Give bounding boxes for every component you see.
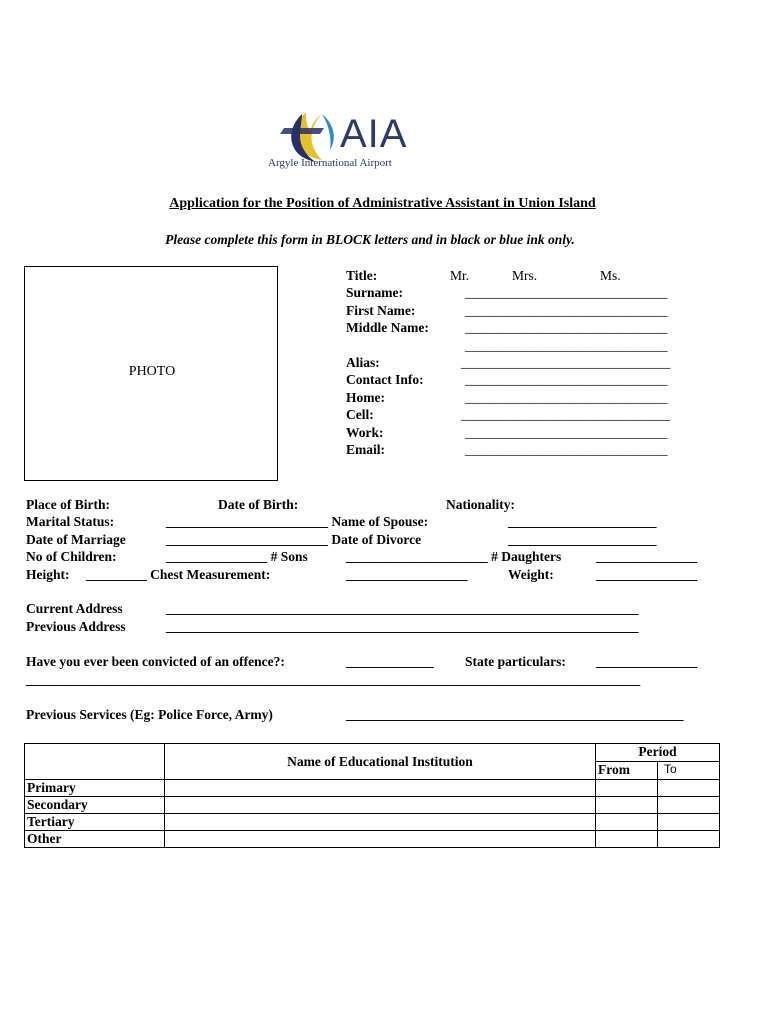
chest-measurement-field[interactable]: __________________ (346, 567, 468, 582)
to-cell[interactable] (658, 797, 720, 814)
marital-status-label: Marital Status: (26, 514, 115, 529)
contact-info-field[interactable]: ______________________________ (465, 372, 668, 387)
table-header-blank (25, 744, 165, 780)
date-of-birth-label: Date of Birth: (218, 497, 299, 512)
previous-address-label: Previous Address (26, 619, 126, 634)
instructions: Please complete this form in BLOCK letters and in black or blue ink only. (165, 232, 575, 247)
email-label: Email: (346, 442, 385, 457)
title-option-ms[interactable]: Ms. (600, 268, 621, 283)
conviction-answer-field[interactable]: _____________ (346, 654, 434, 669)
particulars-field[interactable]: _______________ (596, 654, 698, 669)
table-row (25, 814, 720, 831)
height-label: Height: (26, 567, 70, 582)
to-cell[interactable] (658, 814, 720, 831)
from-cell[interactable] (596, 797, 658, 814)
alias-field[interactable]: _______________________________ (461, 355, 671, 370)
surname-field[interactable]: ______________________________ (465, 285, 668, 300)
alias-label: Alias: (346, 355, 380, 370)
work-field[interactable]: ______________________________ (465, 425, 668, 440)
nationality-label: Nationality: (446, 497, 515, 512)
work-label: Work: (346, 425, 384, 440)
education-table (24, 743, 720, 848)
previous-services-field[interactable]: __________________________________________________ (346, 707, 684, 722)
photo-label: PHOTO (128, 364, 176, 379)
institution-cell[interactable] (165, 831, 596, 848)
middle-name-label: Middle Name: (346, 320, 429, 335)
middle-name-field-2[interactable]: ______________________________ (465, 338, 668, 353)
email-field[interactable]: ______________________________ (465, 442, 668, 457)
previous-services-label: Previous Services (Eg: Police Force, Army) (26, 707, 273, 722)
from-cell[interactable] (596, 831, 658, 848)
to-header: To (658, 762, 720, 780)
photo-box[interactable] (24, 266, 278, 481)
table-row (25, 797, 720, 814)
first-name-label: First Name: (346, 303, 416, 318)
no-of-children-label: No of Children: (26, 549, 117, 564)
from-cell[interactable] (596, 780, 658, 797)
current-address-field[interactable]: ______________________________________________________________________ (166, 601, 639, 616)
institution-cell[interactable] (165, 797, 596, 814)
daughters-field[interactable]: _______________ (596, 549, 698, 564)
contact-info-label: Contact Info: (346, 372, 424, 387)
middle-name-field[interactable]: ______________________________ (465, 320, 668, 335)
table-row (25, 780, 720, 797)
conviction-question: Have you ever been convicted of an offence?: (26, 654, 285, 669)
date-of-divorce-field[interactable]: ______________________ (508, 532, 657, 547)
title-option-mrs[interactable]: Mrs. (512, 268, 538, 283)
first-name-field[interactable]: ______________________________ (465, 303, 668, 318)
page-title: Application for the Position of Administrative Assistant in Union Island (169, 196, 596, 211)
institution-cell[interactable] (165, 814, 596, 831)
level-other: Other (25, 831, 165, 848)
table-row (25, 831, 720, 848)
title-option-mr[interactable]: Mr. (450, 268, 470, 283)
home-field[interactable]: ______________________________ (465, 390, 668, 405)
spouse-name-field[interactable]: ______________________ (508, 514, 657, 529)
level-primary: Primary (25, 780, 165, 797)
to-cell[interactable] (658, 831, 720, 848)
cell-field[interactable]: _______________________________ (461, 407, 671, 422)
logo-brand: AIA (340, 112, 408, 156)
place-of-birth-label: Place of Birth: (26, 497, 110, 512)
sons-field[interactable]: _____________________ # Daughters (346, 549, 562, 564)
from-header: From (596, 762, 658, 780)
logo-subtitle: Argyle International Airport (268, 157, 392, 169)
institution-header: Name of Educational Institution (165, 744, 596, 780)
marital-status-field[interactable]: ________________________ Name of Spouse: (166, 514, 429, 529)
no-of-children-field[interactable]: _______________ # Sons (166, 549, 308, 564)
date-of-marriage-field[interactable]: ________________________ Date of Divorce (166, 532, 422, 547)
weight-label: Weight: (508, 567, 554, 582)
height-field[interactable]: _________ Chest Measurement: (86, 567, 271, 582)
home-label: Home: (346, 390, 385, 405)
level-secondary: Secondary (25, 797, 165, 814)
current-address-label: Current Address (26, 601, 123, 616)
institution-cell[interactable] (165, 780, 596, 797)
particulars-line[interactable]: ___________________________________________________________________________________________ (26, 672, 641, 687)
weight-field[interactable]: _______________ (596, 567, 698, 582)
previous-address-field[interactable]: ______________________________________________________________________ (166, 619, 639, 634)
to-cell[interactable] (658, 780, 720, 797)
cell-label: Cell: (346, 407, 374, 422)
title-label: Title: (346, 268, 378, 283)
level-tertiary: Tertiary (25, 814, 165, 831)
state-particulars-label: State particulars: (465, 654, 566, 669)
surname-label: Surname: (346, 285, 403, 300)
period-header: Period (596, 744, 720, 762)
from-cell[interactable] (596, 814, 658, 831)
date-of-marriage-label: Date of Marriage (26, 532, 126, 547)
